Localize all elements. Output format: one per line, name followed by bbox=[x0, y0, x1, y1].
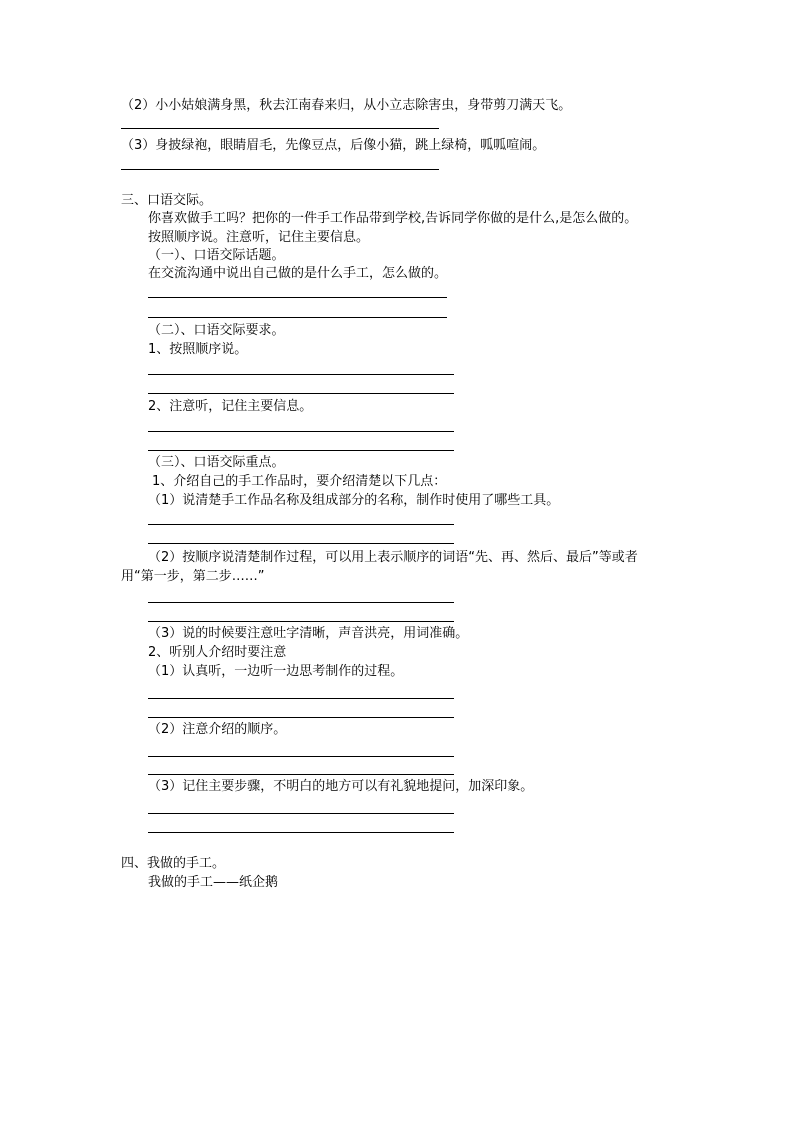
answer-line bbox=[148, 317, 447, 318]
section-3-intro-line-2: 按照顺序说。注意听，记住主要信息。 bbox=[148, 230, 370, 245]
key-points-title: （三）、口语交际重点。 bbox=[148, 455, 285, 470]
key-point-2-line-1: （2）按顺序说清楚制作过程，可以用上表示顺序的词语“先、再、然后、最后”等或者 bbox=[148, 550, 638, 565]
requirement-2: 2、注意听，记住主要信息。 bbox=[148, 399, 313, 414]
riddle-2-text: （2）小小姑娘满身黑，秋去江南春来归，从小立志除害虫，身带剪刀满天飞。 bbox=[121, 98, 572, 113]
answer-line bbox=[148, 543, 454, 544]
key-point-1: （1）说清楚手工作品名称及组成部分的名称，制作时使用了哪些工具。 bbox=[148, 493, 560, 508]
answer-line bbox=[148, 621, 454, 622]
section-3-intro-line-1: 你喜欢做手工吗？把你的一件手工作品带到学校,告诉同学你做的是什么,是怎么做的。 bbox=[148, 211, 638, 226]
key-point-2-line-2: 用“第一步，第二步……” bbox=[121, 569, 265, 584]
section-4-heading: 四、我做的手工。 bbox=[121, 856, 226, 871]
answer-line bbox=[121, 169, 439, 170]
listening-point-2: （2）注意介绍的顺序。 bbox=[148, 722, 287, 737]
answer-line bbox=[148, 450, 454, 451]
topic-text: 在交流沟通中说出自己做的是什么手工，怎么做的。 bbox=[148, 266, 448, 281]
listening-title: 2、听别人介绍时要注意 bbox=[148, 645, 287, 660]
section-3-heading: 三、口语交际。 bbox=[121, 193, 213, 208]
answer-line bbox=[148, 374, 454, 375]
key-point-3: （3）说的时候要注意吐字清晰，声音洪亮，用词准确。 bbox=[148, 626, 469, 641]
answer-line bbox=[148, 813, 454, 814]
answer-line bbox=[148, 756, 454, 757]
riddle-3-text: （3）身披绿袍，眼睛眉毛，先像豆点，后像小猫，跳上绿椅，呱呱喧闹。 bbox=[121, 138, 546, 153]
answer-line bbox=[121, 128, 439, 129]
section-4-subtitle: 我做的手工——纸企鹅 bbox=[148, 875, 279, 890]
topic-title: （一）、口语交际话题。 bbox=[148, 248, 285, 263]
answer-line bbox=[148, 832, 454, 833]
requirements-title: （二）、口语交际要求。 bbox=[148, 323, 285, 338]
requirement-1: 1、按照顺序说。 bbox=[148, 342, 248, 357]
answer-line bbox=[148, 774, 454, 775]
answer-line bbox=[148, 393, 454, 394]
answer-line bbox=[148, 431, 454, 432]
key-points-intro: 1、介绍自己的手工作品时，要介绍清楚以下几点： bbox=[152, 474, 447, 489]
answer-line bbox=[148, 524, 454, 525]
answer-line bbox=[148, 717, 454, 718]
answer-line bbox=[148, 297, 447, 298]
answer-line bbox=[148, 698, 454, 699]
listening-point-3: （3）记住主要步骤，不明白的地方可以有礼貌地提问，加深印象。 bbox=[148, 779, 534, 794]
answer-line bbox=[148, 602, 454, 603]
listening-point-1: （1）认真听，一边听一边思考制作的过程。 bbox=[148, 664, 404, 679]
